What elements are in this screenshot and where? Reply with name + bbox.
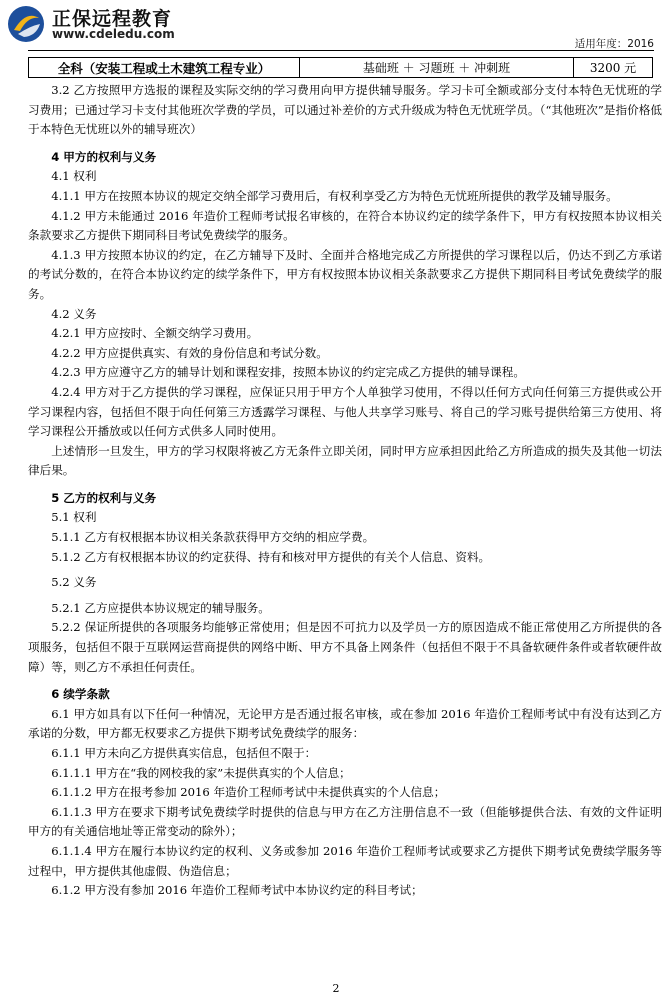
- plan-combo-cell: 基础班 ＋ 习题班 ＋ 冲刺班: [300, 58, 574, 78]
- section-heading: 5 乙方的权利与义务: [51, 490, 157, 505]
- page-number: 2: [332, 982, 340, 995]
- cdel-logo-icon: [6, 4, 46, 44]
- paragraph: 4.2.1 甲方应按时、全额交纳学习费用。: [51, 326, 259, 341]
- section-heading: 4 甲方的权利与义务: [51, 149, 157, 164]
- applicable-year: 适用年度：2016: [574, 38, 654, 50]
- paragraph: 3.2 乙方按照甲方选报的课程及实际交纳的学习费用向甲方提供辅导服务。学习卡可全额或部分支付本特色无忧班的学习费用；已通过学习卡支付其他班次学费的学员，可以通过补差价的方式升级成为特色无忧班学员。（“其他班次”是指价格低于本特色无忧班以外的辅导班次）: [28, 83, 662, 137]
- paragraph: 6.1.1.3 甲方在要求下期考试免费续学时提供的信息与甲方在乙方注册信息不一致（但能够提供合法、有效的文件证明甲方的有关通信地址等正常变动的除外）；: [28, 804, 662, 839]
- plan-table: [28, 57, 653, 78]
- paragraph: 6.1.1.4 甲方在履行本协议约定的权利、义务或参加 2016 年造价工程师考试或要求乙方提供下期考试免费续学服务等过程中，甲方提供其他虚假、伪造信息；: [28, 843, 662, 878]
- paragraph: 6.1 甲方如具有以下任何一种情况，无论甲方是否通过报名审核，或在参加 2016 年造价工程师考试中有没有达到乙方承诺的分数，甲方都无权要求乙方提供下期考试免费续学的服务：: [28, 706, 662, 741]
- paragraph: 5.2.2 保证所提供的各项服务均能够正常使用；但是因不可抗力以及学员一方的原因造成不能正常使用乙方所提供的各项服务，包括但不限于互联网运营商提供的网络中断、甲方不具备上网条件（包括但不限于不具备软硬件条件或者软硬件故障）等，则乙方不承担任何责任。: [28, 620, 662, 674]
- brand-url: www.cdeledu.com: [52, 27, 175, 41]
- paragraph: 4.1 权利: [51, 169, 97, 184]
- paragraph: 6.1.1 甲方未向乙方提供真实信息，包括但不限于：: [51, 746, 317, 760]
- paragraph: 5.1.1 乙方有权根据本协议相关条款获得甲方交纳的相应学费。: [51, 530, 375, 545]
- page-header: [0, 0, 672, 52]
- plan-price-cell: 3200 元: [574, 58, 653, 78]
- paragraph: 4.2 义务: [51, 306, 97, 321]
- paragraph: 6.1.1.1 甲方在“我的网校我的家”未提供真实的个人信息；: [51, 765, 351, 780]
- paragraph: 上述情形一旦发生，甲方的学习权限将被乙方无条件立即关闭，同时甲方应承担因此给乙方所造成的损失及其他一切法律后果。: [28, 443, 662, 478]
- paragraph: 4.1.3 甲方按照本协议的约定，在乙方辅导下及时、全面并合格地完成乙方所提供的学习课程以后，仍达不到乙方承诺的考试分数的，在符合本协议约定的续学条件下，甲方有权按照本协议相关条款要求乙方提供下期同科目考试免费续学的服务。: [28, 247, 662, 301]
- paragraph: 6.1.1.2 甲方在报考参加 2016 年造价工程师考试中未提供真实的个人信息；: [51, 785, 446, 800]
- agreement-body: [28, 81, 662, 901]
- paragraph: 5.1 权利: [51, 510, 97, 525]
- section-heading: 6 续学条款: [51, 687, 110, 702]
- header-divider: [28, 50, 654, 51]
- table-row: [29, 58, 653, 78]
- plan-name-cell: 全科（安装工程或土木建筑工程专业）: [29, 58, 300, 78]
- paragraph: 6.1.2 甲方没有参加 2016 年造价工程师考试中本协议约定的科目考试；: [51, 883, 423, 898]
- paragraph: 5.1.2 乙方有权根据本协议的约定获得、持有和核对甲方提供的有关个人信息、资料。: [51, 549, 491, 564]
- paragraph: 5.2 义务: [51, 575, 97, 590]
- paragraph: 4.1.1 甲方在按照本协议的规定交纳全部学习费用后，有权利享受乙方为特色无忧班所提供的教学及辅导服务。: [51, 188, 618, 203]
- paragraph: 4.2.2 甲方应提供真实、有效的身份信息和考试分数。: [51, 345, 328, 360]
- paragraph: 4.2.3 甲方应遵守乙方的辅导计划和课程安排，按照本协议的约定完成乙方提供的辅导课程。: [51, 365, 525, 380]
- brand-name: 正保远程教育: [52, 8, 173, 30]
- paragraph: 4.1.2 甲方未能通过 2016 年造价工程师考试报名审核的，在符合本协议约定的续学条件下，甲方有权按照本协议相关条款要求乙方提供下期同科目考试免费续学的服务。: [28, 208, 662, 243]
- paragraph: 5.2.1 乙方应提供本协议规定的辅导服务。: [51, 600, 270, 615]
- paragraph: 4.2.4 甲方对于乙方提供的学习课程，应保证只用于甲方个人单独学习使用，不得以任何方式向任何第三方提供或公开学习课程内容，包括但不限于向任何第三方透露学习课程、与他人共享学习账号、将自己的学习账号提供给第三方使用、将学习课程公开播放或以任何方式供多人同时使用。: [28, 384, 662, 439]
